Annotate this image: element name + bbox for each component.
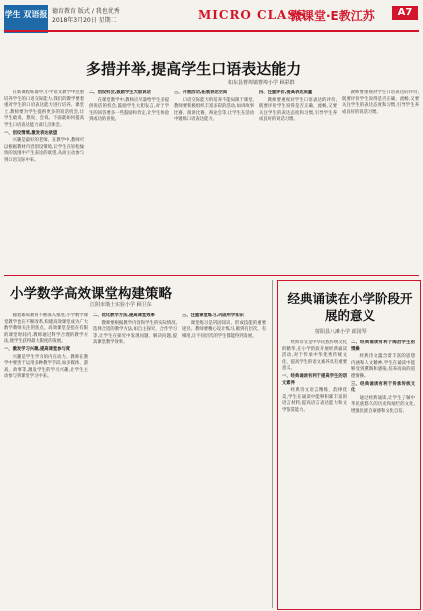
article-1-col-4 xyxy=(259,90,337,270)
article-3-col-1 xyxy=(282,340,347,604)
article-1-intro: 在新课程标准中,小学语文教学中注重培养学生的口语交际能力,我们的教学要着重对学生的口语表达能力进行培养。课堂上,教师要为学生提供更多的说话机会,让学生敢说、想说、会说。下面就如何提高学生口语表达能力谈几点体会。 xyxy=(4,90,84,128)
page-number: A7 xyxy=(392,6,418,20)
section-divider xyxy=(4,275,419,276)
article-1-text-3: 口语交际能力的培养不能局限于课堂,教师要积极组织丰富多彩的活动,如讲故事比赛、演讲比赛、辩论会等,让学生在活动中锻炼口语表达能力。 xyxy=(174,97,254,123)
article-1-text-1: 兴趣是最好的老师。在教学中,教师可以根据教材内容创设情境,让学生在轻松愉快的氛围中产生表达的欲望,从而主动参与到口语交际中来。 xyxy=(4,138,84,163)
article-3-text-2: 经典诗文蕴含着丰富的思想内涵和人文精神,学生在诵读中能够受到熏陶和感染,培养高尚的道德情操。 xyxy=(351,354,415,379)
article-2-heading-3: 三、注重课堂练习,巩固所学知识 xyxy=(182,313,244,318)
article-2-col-3 xyxy=(182,313,266,608)
article-3-heading-1: 一、经典诵读有利于提高学生的语文素养 xyxy=(282,373,347,386)
article-3-col-2 xyxy=(351,340,415,604)
article-1-text-5: 教师要重视对学生口语表达的评价,既要评价学生说得是否正确、流畅,又要关注学生的表达态度和习惯,引导学生养成良好的说话习惯。 xyxy=(342,90,419,115)
article-1-text-4: 教师要重视对学生口语表达的评价,既要评价学生说得是否正确、流畅,又要关注学生的表达态度和习惯,引导学生养成良好的说话习惯。 xyxy=(259,97,337,123)
header-rule xyxy=(4,30,419,32)
article-2-text-2: 教师要根据教学内容和学生的实际情况,选择合适的教学方法,如自主探究、合作学习等,让学生在探究中发现问题、解决问题,提高课堂教学效率。 xyxy=(93,320,177,346)
article-2-byline: 江阴市璜土实验小学 顾卫东 xyxy=(90,302,152,308)
article-2-col-1 xyxy=(4,313,88,608)
article-2-heading-2: 二、优化教学方法,提高课堂效率 xyxy=(93,313,155,318)
section-title-cn: 微课堂·E教江苏 xyxy=(290,9,375,23)
article-1-text-2: 在课堂教学中,教师应尽量给学生多提供说话的机会,鼓励学生大胆发言,对于学生的回答要多一些鼓励和肯定,让学生体验到成功的喜悦。 xyxy=(89,97,169,123)
masthead xyxy=(0,0,423,40)
section-title-en: MICRO CLASS xyxy=(198,8,307,22)
article-3-heading-2: 二、经典诵读有利于陶冶学生的情操 xyxy=(351,340,415,352)
article-2-heading-1: 一、激发学习兴趣,提高课堂参与度 xyxy=(4,346,71,352)
article-1-byline: 如东县曹埠镇曹埠小学 顾彩群 xyxy=(228,80,295,86)
article-3-text-3: 通过经典诵读,让学生了解中华民族悠久的历史和灿烂的文化,增强民族自豪感和文化自信。 xyxy=(351,395,415,414)
article-3-heading-3: 三、经典诵读有利于传承传统文化 xyxy=(351,381,415,394)
article-1-col-1 xyxy=(4,90,84,270)
article-2-text-1: 兴趣是学生学习的内在动力。教师在教学中要善于运用多种教学手段,如多媒体、游戏、故事等,激发学生的学习兴趣,让学生主动参与到课堂学习中来。 xyxy=(4,354,88,380)
article-1-title: 多措并举,提高学生口语表达能力 xyxy=(86,60,302,78)
article-2-intro: 随着素质教育不断深入推进,小学数学课堂教学也在不断改革,构建高效课堂成为广大数学教师关注的焦点。高效课堂是指在有限的课堂时间内,教师通过科学合理的教学方法,使学生获得最大限度的发展。 xyxy=(4,313,88,345)
article-2-text-3: 课堂练习是巩固知识、形成技能的重要途径。教师要精心设计练习,做到有层次、有梯度,让不同层次的学生都能得到发展。 xyxy=(182,320,266,339)
article-1-heading-1: 一、创设情境,激发表达欲望 xyxy=(4,130,58,136)
publication-name: 德育教育 版式 / 我也优秀 xyxy=(52,8,120,15)
article-3-title: 经典诵读在小学阶段开展的意义 xyxy=(287,291,413,323)
article-1-col-3 xyxy=(174,90,254,270)
publication-date: 2018年3月20日 星期二 xyxy=(52,17,117,24)
article-1-heading-4: 四、注重评价,提高表达质量 xyxy=(259,90,313,95)
article-2-col-2 xyxy=(93,313,177,608)
article-1-heading-3: 三、开展活动,拓展表达空间 xyxy=(174,90,228,95)
article-3-text-1: 经典诗文语言精练、韵律优美,学生在诵读中能够积累丰富的语言材料,提高语言表达能力和文学鉴赏能力。 xyxy=(282,388,347,413)
article-3-byline: 射阳县八滩小学 邱国琴 xyxy=(315,329,367,335)
article-2-title: 小学数学高效课堂构建策略 xyxy=(10,286,172,302)
newspaper-logo: 学生 双语报 xyxy=(4,5,48,33)
article-1-heading-2: 二、创设机会,鼓励学生大胆说话 xyxy=(89,90,151,95)
column-divider xyxy=(272,280,273,608)
article-1-col-2 xyxy=(89,90,169,270)
article-3-intro: 经典诗文是中华民族传统文化的精华,在小学阶段开展经典诵读活动,对于传承中华优秀传统文化、提高学生的语文素养具有重要意义。 xyxy=(282,340,347,372)
article-1-col-5 xyxy=(342,90,419,270)
